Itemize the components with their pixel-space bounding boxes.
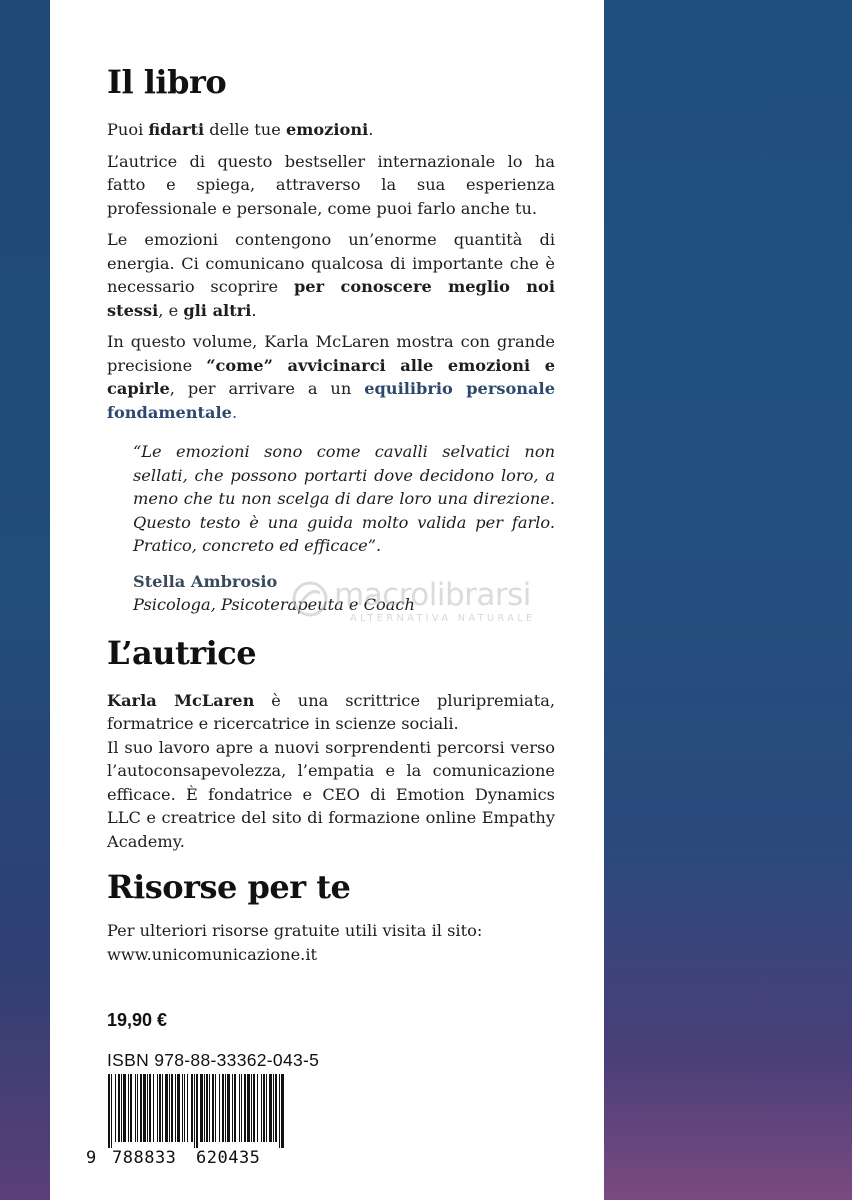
barcode-bar <box>184 1074 185 1142</box>
barcode-bar <box>187 1074 188 1142</box>
barcode-bar <box>269 1074 272 1142</box>
section-title-libro: Il libro <box>107 63 227 101</box>
barcode-bar <box>121 1074 122 1142</box>
isbn-text: ISBN 978-88-33362-043-5 <box>107 1050 320 1070</box>
barcode-bar <box>227 1074 230 1142</box>
barcode-bar <box>209 1074 210 1142</box>
section-title-risorse: Risorse per te <box>107 868 351 906</box>
barcode-bar <box>219 1074 220 1142</box>
autrice-paragraph-2: Il suo lavoro apre a nuovi sorprendenti percorsi verso l’autoconsapevolezza, l’empatia e la comunicazione efficace. È fondatrice e CEO di Emotion Dynamics LLC e creatrice del sito di formazione online Empathy Academy. <box>107 737 555 851</box>
barcode-bar <box>234 1074 236 1142</box>
barcode-bar <box>123 1074 126 1142</box>
barcode-bar <box>169 1074 170 1142</box>
barcode-bar <box>279 1074 280 1148</box>
watermark-text: macrolibrarsi <box>334 577 531 613</box>
testimonial-author-role: Psicologa, Psicoterapeuta e Coach <box>133 595 415 614</box>
barcode-bar <box>149 1074 151 1142</box>
libro-paragraph-2: L’autrice di questo bestseller internazionale lo ha fatto e spiega, attraverso la sua esperienza professionale e personale, come puoi farlo anche tu. <box>107 151 555 218</box>
barcode-bar <box>128 1074 129 1142</box>
barcode-bar <box>159 1074 161 1142</box>
barcode-bar <box>253 1074 255 1142</box>
barcode-bar <box>261 1074 262 1142</box>
barcode-bar <box>263 1074 265 1142</box>
barcode-bar <box>200 1074 203 1142</box>
barcode-bar <box>273 1074 274 1142</box>
barcode-bar <box>247 1074 250 1142</box>
barcode-bar <box>212 1074 214 1142</box>
barcode-bar <box>225 1074 226 1142</box>
barcode-bar <box>143 1074 146 1142</box>
watermark-subtext: ALTERNATIVA NATURALE <box>350 613 536 624</box>
barcode-bar <box>251 1074 252 1142</box>
libro-paragraph-4: In questo volume, Karla McLaren mostra con grande precisione “come” avvicinarci alle emozioni e capirle, per arrivare a un equilibrio personale fondamentale. <box>107 332 555 422</box>
cover-gradient-area <box>604 0 852 1200</box>
barcode-bar <box>275 1074 277 1142</box>
back-cover-text <box>107 62 555 966</box>
barcode-bar <box>239 1074 240 1142</box>
barcode-bar <box>111 1074 112 1148</box>
libro-paragraph-3: Le emozioni contengono un’enorme quantità di energia. Ci comunicano qualcosa di importante che è necessario scoprire per conoscere meglio noi stessi, e gli altri. <box>107 230 555 320</box>
section-title-autrice: L’autrice <box>107 633 257 672</box>
barcode-bar <box>115 1074 116 1142</box>
barcode-digits-left: 788833 <box>112 1148 177 1168</box>
barcode-bar <box>241 1074 242 1142</box>
barcode-bar <box>162 1074 163 1142</box>
barcode-bar <box>215 1074 216 1142</box>
barcode-bar <box>266 1074 267 1142</box>
barcode-digit-first: 9 <box>86 1148 97 1168</box>
barcode-bar <box>222 1074 224 1142</box>
risorse-line-1: Per ulteriori risorse gratuite utili visita il sito: <box>107 921 483 940</box>
libro-paragraph-1: Puoi fidarti delle tue emozioni. <box>107 120 374 139</box>
barcode-bar <box>153 1074 154 1142</box>
barcode-bar <box>194 1074 195 1148</box>
barcode-bar <box>157 1074 158 1142</box>
barcode <box>86 1074 286 1148</box>
barcode-bar <box>165 1074 168 1142</box>
barcode-bar <box>140 1074 142 1142</box>
barcode-bar <box>206 1074 208 1142</box>
barcode-bar <box>191 1074 193 1142</box>
barcode-bar <box>182 1074 183 1142</box>
barcode-bar <box>171 1074 173 1142</box>
barcode-digits-right: 620435 <box>196 1148 261 1168</box>
macrolibrarsi-logo-icon <box>290 579 330 619</box>
barcode-bar <box>232 1074 233 1142</box>
testimonial-author-name: Stella Ambrosio <box>133 571 278 591</box>
barcode-bar <box>118 1074 120 1142</box>
spine-edge <box>0 0 50 1200</box>
barcode-bar <box>135 1074 136 1142</box>
autrice-paragraph-1: Karla McLaren è una scrittrice pluripremiata, formatrice e ricercatrice in scienze sociali. <box>107 690 555 733</box>
barcode-bar <box>137 1074 138 1142</box>
barcode-bar <box>281 1074 284 1148</box>
watermark <box>290 575 590 631</box>
barcode-bar <box>130 1074 132 1142</box>
barcode-bar <box>257 1074 258 1142</box>
barcode-bar <box>196 1074 198 1148</box>
barcode-bar <box>244 1074 246 1142</box>
price: 19,90 € <box>107 1010 168 1030</box>
barcode-bar <box>175 1074 176 1142</box>
barcode-bar <box>108 1074 110 1148</box>
testimonial-quote: “Le emozioni sono come cavalli selvatici non sellati, che possono portarti dove decidono loro, a meno che tu non scelga di dare loro una direzione. Questo testo è una guida molto valida per farlo. Pratico, concreto ed efficace”. <box>133 442 555 555</box>
barcode-bar <box>147 1074 148 1142</box>
barcode-bar <box>204 1074 205 1142</box>
risorse-website: www.unicomunicazione.it <box>107 944 318 964</box>
barcode-bar <box>177 1074 180 1142</box>
